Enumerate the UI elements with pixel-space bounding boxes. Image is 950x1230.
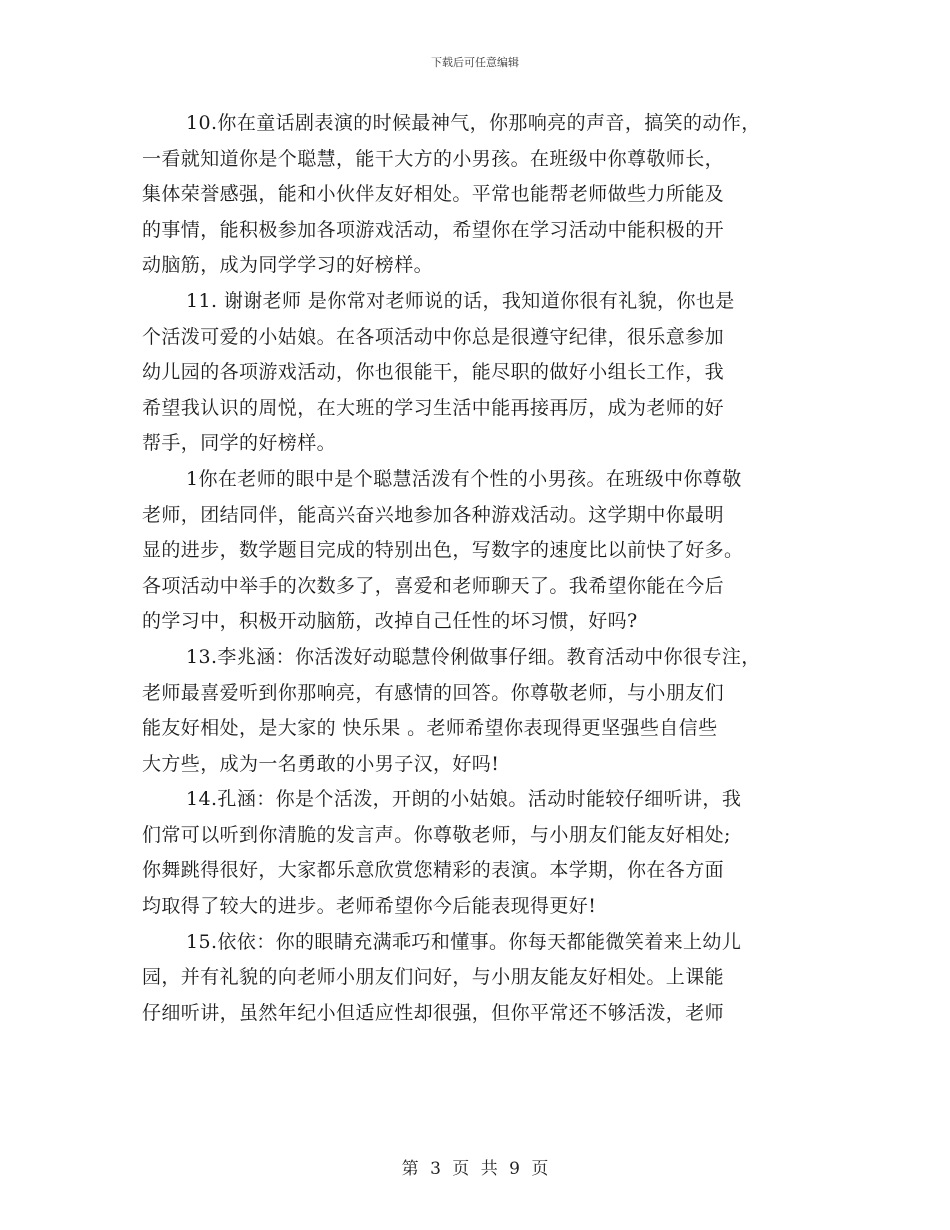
paragraph-line: 的学习中，积极开动脑筋，改掉自己任性的坏习惯，好吗? (142, 610, 638, 633)
paragraph-line: 14.孔涵：你是个活泼，开朗的小姑娘。活动时能较仔细听讲，我 (186, 788, 742, 811)
paragraph-line: 11. 谢谢老师 是你常对老师说的话，我知道你很有礼貌，你也是 (186, 289, 735, 312)
paragraph-15 (142, 925, 820, 1032)
paragraph-line: 幼儿园的各项游戏活动，你也很能干，能尽职的做好小组长工作，我 (142, 361, 725, 384)
paragraph-line: 一看就知道你是个聪慧，能干大方的小男孩。在班级中你尊敬师长， (142, 147, 725, 170)
paragraph-line: 10.你在童话剧表演的时候最神气，你那响亮的声音，搞笑的动作， (186, 112, 761, 134)
paragraph-14 (142, 782, 820, 924)
paragraph-line: 1你在老师的眼中是个聪慧活泼有个性的小男孩。在班级中你尊敬 (186, 467, 742, 490)
paragraph-line: 13.李兆涵：你活泼好动聪慧伶俐做事仔细。教育活动中你很专注， (186, 645, 761, 668)
paragraph-line: 园，并有礼貌的向老师小朋友们问好，与小朋友能友好相处。上课能 (142, 966, 725, 989)
paragraph-line: 均取得了较大的进步。老师希望你今后能表现得更好! (142, 895, 597, 918)
paragraph-line: 显的进步，数学题目完成的特别出色，写数字的速度比以前快了好多。 (142, 539, 744, 562)
paragraph-line: 你舞跳得很好，大家都乐意欣赏您精彩的表演。本学期，你在各方面 (142, 859, 725, 882)
paragraph-line: 希望我认识的周悦，在大班的学习生活中能再接再厉，成为老师的好 (142, 396, 725, 419)
paragraph-line: 的事情，能积极参加各项游戏活动，希望你在学习活动中能积极的开 (142, 218, 725, 241)
paragraph-10 (142, 106, 820, 284)
page-number: 第 3 页 共 9 页 (401, 1159, 549, 1179)
paragraph-line: 动脑筋，成为同学学习的好榜样。 (142, 254, 434, 277)
paragraph-line: 各项活动中举手的次数多了，喜爱和老师聊天了。我希望你能在今后 (142, 574, 725, 597)
paragraph-line: 大方些，成为一名勇敢的小男子汉，好吗! (142, 752, 500, 775)
paragraph-line: 老师，团结同伴，能高兴奋兴地参加各种游戏活动。这学期中你最明 (142, 503, 725, 526)
paragraph-11 (142, 284, 820, 462)
paragraph-line: 15.依依：你的眼睛充满乖巧和懂事。你每天都能微笑着来上幼儿 (186, 930, 742, 953)
document-body (142, 106, 820, 1031)
paragraph-line: 能友好相处，是大家的 快乐果 。老师希望你表现得更坚强些自信些 (142, 717, 718, 740)
paragraph-line: 们常可以听到你清脆的发言声。你尊敬老师，与小朋友们能友好相处; (142, 823, 731, 846)
paragraph-line: 帮手，同学的好榜样。 (142, 432, 337, 455)
paragraph-line: 个活泼可爱的小姑娘。在各项活动中你总是很遵守纪律，很乐意参加 (142, 325, 725, 348)
page-header: 下载后可任意编辑 (431, 56, 519, 69)
paragraph-line: 仔细听讲，虽然年纪小但适应性却很强，但你平常还不够活泼，老师 (142, 1001, 725, 1024)
paragraph-13 (142, 640, 820, 782)
paragraph-line: 集体荣誉感强，能和小伙伴友好相处。平常也能帮老师做些力所能及 (142, 183, 725, 206)
paragraph-12 (142, 462, 820, 640)
paragraph-line: 老师最喜爱听到你那响亮，有感情的回答。你尊敬老师，与小朋友们 (142, 681, 725, 704)
